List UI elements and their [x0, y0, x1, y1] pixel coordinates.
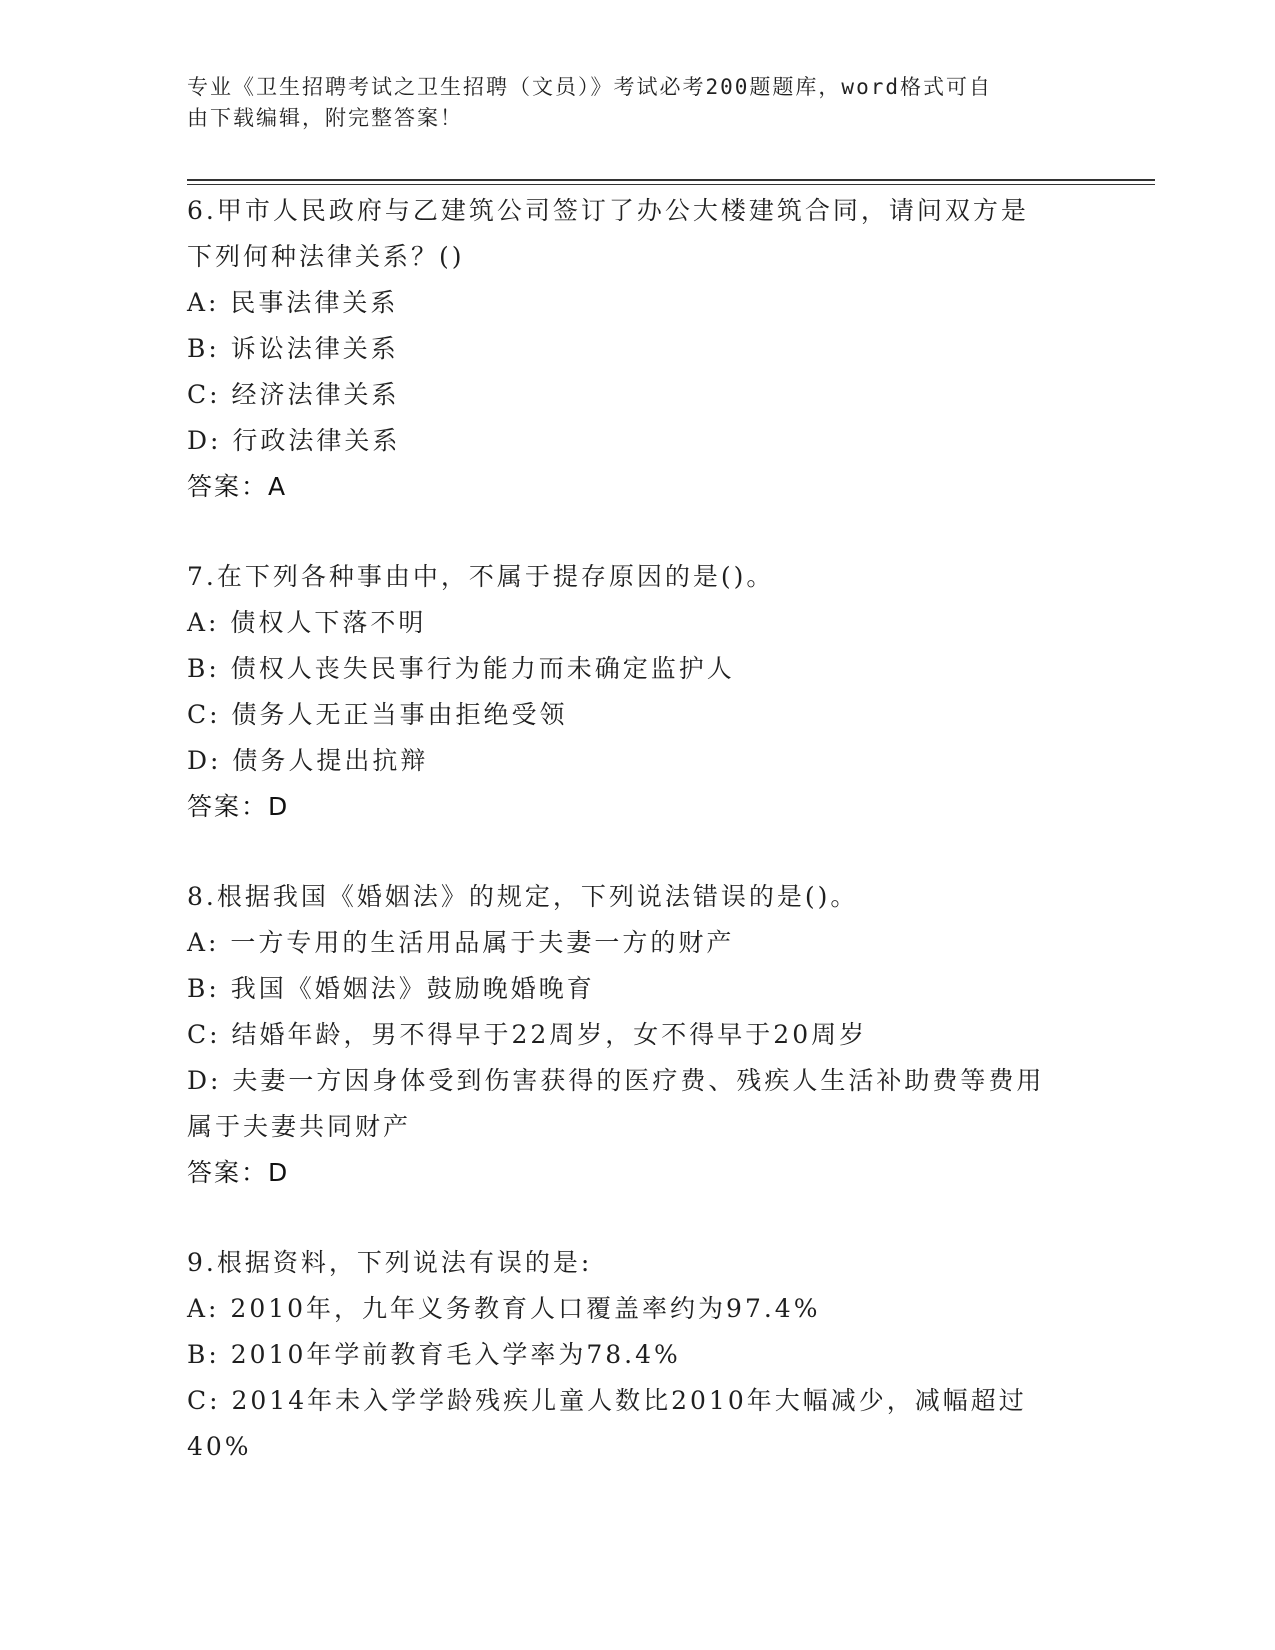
option-d: D: 债务人提出抗辩 [187, 746, 429, 775]
option-c: C: 经济法律关系 [187, 380, 400, 409]
option-a: A: 2010年，九年义务教育人口覆盖率约为97.4% [187, 1294, 821, 1323]
option-b: B: 2010年学前教育毛入学率为78.4% [187, 1340, 681, 1369]
option-b: B: 我国《婚姻法》鼓励晚婚晚育 [187, 974, 595, 1003]
answer-line: 答案：D [187, 792, 290, 821]
option-b: B: 债权人丧失民事行为能力而未确定监护人 [187, 654, 735, 683]
question-stem: 8.根据我国《婚姻法》的规定，下列说法错误的是()。 [187, 882, 859, 911]
option-b: B: 诉讼法律关系 [187, 334, 399, 363]
option-d: D: 行政法律关系 [187, 426, 401, 455]
option-a: A: 一方专用的生活用品属于夫妻一方的财产 [187, 928, 735, 957]
answer-line: 答案：D [187, 1158, 290, 1187]
question-list [187, 188, 1087, 1514]
option-c: C: 债务人无正当事由拒绝受领 [187, 700, 568, 729]
header-line-1: 专业《卫生招聘考试之卫生招聘（文员）》考试必考200题题库，word格式可自 [187, 75, 992, 99]
option-c: C: 结婚年龄，男不得早于22周岁，女不得早于20周岁 [187, 1020, 868, 1049]
header-line-2: 由下载编辑，附完整答案！ [187, 106, 463, 130]
document-header [187, 72, 1067, 134]
answer-line: 答案：A [187, 472, 288, 501]
question-item [187, 874, 1087, 1196]
header-divider-thin [187, 184, 1155, 185]
question-item [187, 1240, 1087, 1470]
question-stem: 下列何种法律关系？() [187, 242, 465, 271]
option-c: C: 2014年未入学学龄残疾儿童人数比2010年大幅减少，减幅超过 [187, 1386, 1027, 1415]
question-stem: 7.在下列各种事由中，不属于提存原因的是()。 [187, 562, 775, 591]
option-a: A: 债权人下落不明 [187, 608, 427, 637]
option-d: D: 夫妻一方因身体受到伤害获得的医疗费、残疾人生活补助费等费用 [187, 1066, 1045, 1095]
option-c-continued: 40% [187, 1432, 252, 1461]
header-divider-thick [187, 179, 1155, 181]
question-item [187, 554, 1087, 830]
option-d-continued: 属于夫妻共同财产 [187, 1112, 412, 1141]
question-stem: 9.根据资料，下列说法有误的是: [187, 1248, 593, 1277]
question-stem: 6.甲市人民政府与乙建筑公司签订了办公大楼建筑合同，请问双方是 [187, 196, 1029, 225]
option-a: A: 民事法律关系 [187, 288, 399, 317]
question-item [187, 188, 1087, 510]
